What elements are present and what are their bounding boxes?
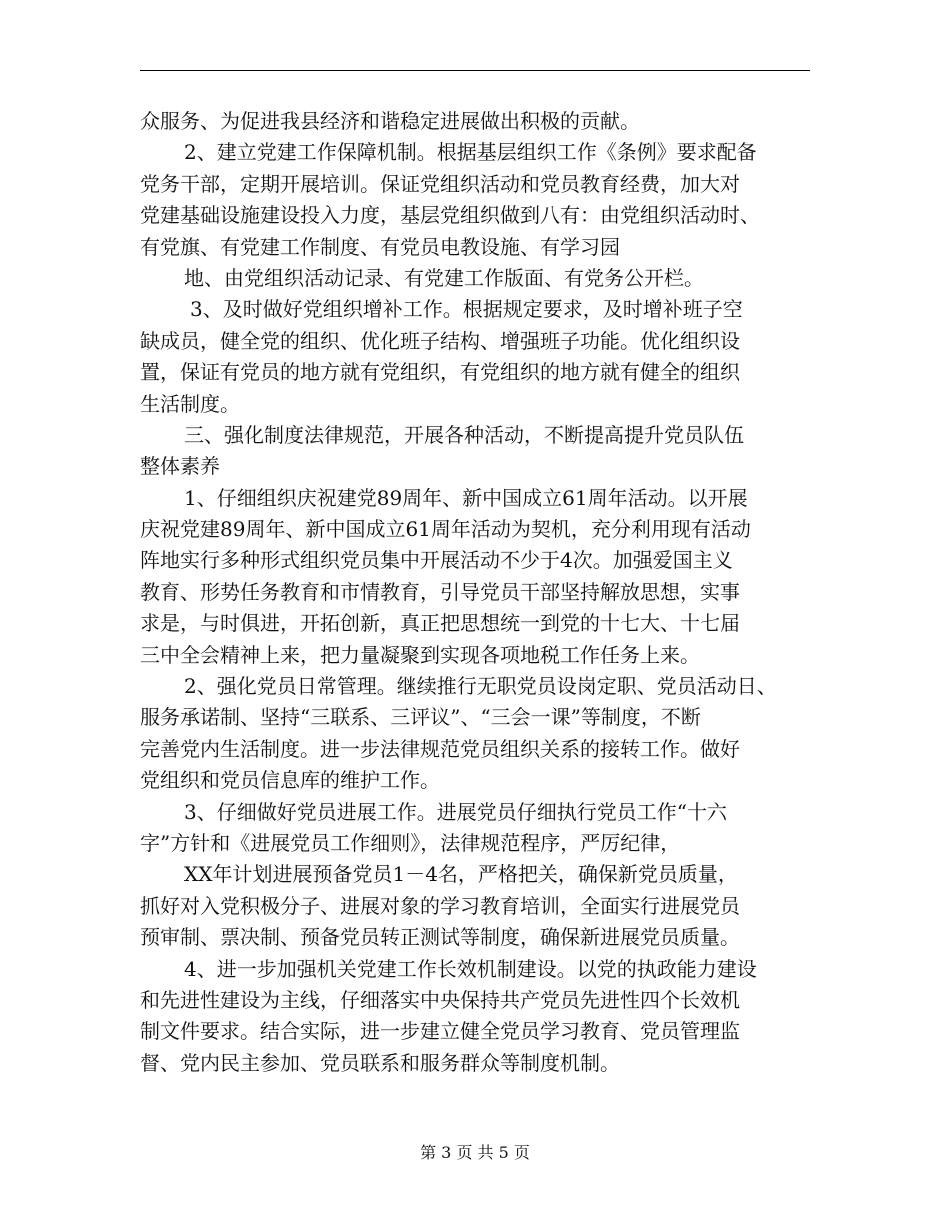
text-line: 3、仔细做好党员进展工作。进展党员仔细执行党员工作“十六 bbox=[184, 799, 727, 824]
text-line: 求是，与时俱进，开拓创新，真正把思想统一到党的十七大、十七届 bbox=[140, 611, 740, 636]
text-line: 党务干部，定期开展培训。保证党组织活动和党员教育经费，加大对 bbox=[140, 171, 740, 196]
text-line: 服务承诺制、坚持“三联系、三评议”、“三会一课”等制度，不断 bbox=[140, 705, 701, 730]
text-line: 党建基础设施建设投入力度，基层党组织做到八有：由党组织活动时、 bbox=[140, 203, 760, 228]
text-line: 2、强化党员日常管理。继续推行无职党员设岗定职、党员活动日、 bbox=[184, 674, 777, 699]
text-line: 有党旗、有党建工作制度、有党员电教设施、有学习园 bbox=[140, 234, 620, 259]
text-line: 完善党内生活制度。进一步法律规范党员组织关系的接转工作。做好 bbox=[140, 736, 740, 761]
page-number: 第 3 页 共 5 页 bbox=[420, 1143, 530, 1162]
text-line: 制文件要求。结合实际，进一步建立健全党员学习教育、党员管理监 bbox=[140, 1019, 740, 1044]
text-line: 抓好对入党积极分子、进展对象的学习教育培训，全面实行进展党员 bbox=[140, 893, 740, 918]
text-line: 1、仔细组织庆祝建党89周年、新中国成立61周年活动。以开展 bbox=[184, 485, 748, 510]
text-line: 4、进一步加强机关党建工作长效机制建设。以党的执政能力建设 bbox=[184, 956, 757, 981]
text-line: 督、党内民主参加、党员联系和服务群众等制度机制。 bbox=[140, 1050, 620, 1075]
text-line: 3、及时做好党组织增补工作。根据规定要求，及时增补班子空 bbox=[190, 297, 743, 322]
section-heading: 三、强化制度法律规范，开展各种活动，不断提高提升党员队伍 bbox=[184, 422, 744, 447]
text-line: 缺成员，健全党的组织、优化班子结构、增强班子功能。优化组织设 bbox=[140, 328, 740, 353]
text-line: 2、建立党建工作保障机制。根据基层组织工作《条例》要求配备 bbox=[184, 140, 757, 165]
text-line: 字”方针和《进展党员工作细则》，法律规范程序，严厉纪律， bbox=[140, 830, 681, 855]
document-body bbox=[140, 106, 820, 1079]
header-rule bbox=[140, 70, 810, 71]
text-line: 地、由党组织活动记录、有党建工作版面、有党务公开栏。 bbox=[184, 265, 704, 290]
text-line: 庆祝党建89周年、新中国成立61周年活动为契机，充分利用现有活动 bbox=[140, 517, 751, 542]
text-line: 阵地实行多种形式组织党员集中开展活动不少于4次。加强爱国主义 bbox=[140, 548, 733, 573]
text-line: 党组织和党员信息库的维护工作。 bbox=[140, 768, 440, 793]
text-line: 三中全会精神上来，把力量凝聚到实现各项地税工作任务上来。 bbox=[140, 642, 700, 667]
text-line: 和先进性建设为主线，仔细落实中央保持共产党员先进性四个长效机 bbox=[140, 987, 740, 1012]
text-line: 预审制、票决制、预备党员转正测试等制度，确保新进展党员质量。 bbox=[140, 925, 740, 950]
text-line: XX年计划进展预备党员1－4名，严格把关，确保新党员质量， bbox=[184, 862, 738, 887]
text-line: 教育、形势任务教育和市情教育，引导党员干部坚持解放思想，实事 bbox=[140, 579, 740, 604]
text-line: 众服务、为促进我县经济和谐稳定进展做出积极的贡献。 bbox=[140, 109, 640, 133]
section-heading: 整体素养 bbox=[140, 454, 220, 479]
text-line: 生活制度。 bbox=[140, 391, 240, 416]
text-line: 置，保证有党员的地方就有党组织，有党组织的地方就有健全的组织 bbox=[140, 360, 740, 385]
